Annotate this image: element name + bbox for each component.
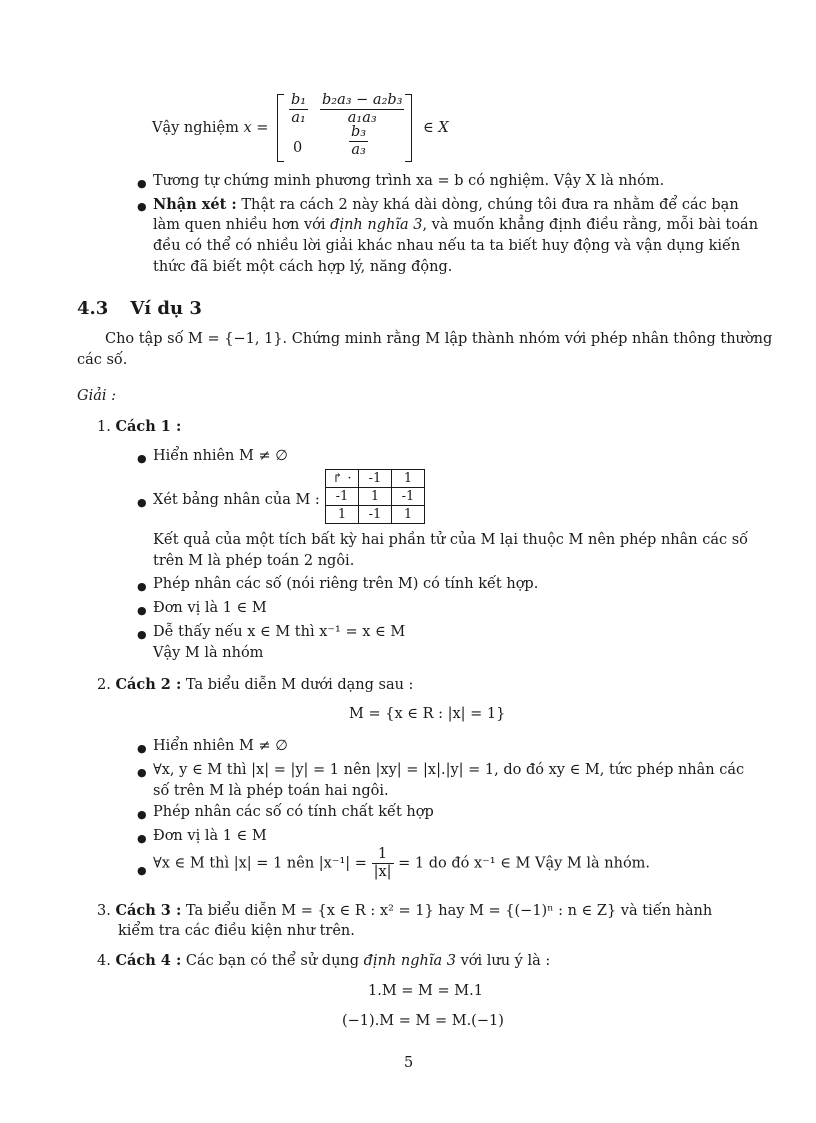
method-3-line-2: kiểm tra các điều kiện như trên. (118, 923, 355, 939)
method-1-heading: 1. Cách 1 : (97, 418, 182, 435)
table-row (326, 488, 425, 506)
solution-heading: Giải : (77, 388, 116, 404)
bullet-icon: ● (137, 742, 147, 755)
bullet-icon: ● (137, 628, 147, 641)
matrix-cell-21: 0 (293, 140, 303, 156)
remark-line-4: thức đã biết một cách hợp lý, năng động. (153, 259, 453, 275)
table-cell: 1 (392, 470, 425, 488)
method-1-k1: Kết quả của một tích bất kỳ hai phần tử của M lại thuộc M nên phép nhân các số (153, 532, 749, 548)
matrix-right-bracket (405, 94, 412, 162)
bullet-icon: ● (137, 177, 147, 190)
bullet-icon: ● (137, 580, 147, 593)
table-row (326, 470, 425, 488)
matrix-cell-22: $\frac{\text{b₃}}{\text{a₃}}$ (351, 124, 367, 158)
solution-label: Vậy nghiệm x = (152, 120, 269, 136)
problem-line-2: các số. (77, 352, 128, 368)
method-2-b2b: số trên M là phép toán hai ngôi. (153, 783, 389, 799)
method-1-b5: Dễ thấy nếu x ∈ M thì x⁻¹ = x ∈ M (153, 624, 406, 640)
bullet-icon: ● (137, 452, 147, 465)
method-1-b5b: Vậy M là nhóm (153, 645, 264, 661)
table-cell: 1 (392, 506, 425, 524)
method-3-heading: 3. Cách 3 : Ta biểu diễn M = {x ∈ R : x² = 1} hay M = {(−1)ⁿ : n ∈ Z} và tiến hành (97, 902, 713, 919)
method-4-formula-2: (−1).M = M = M.(−1) (342, 1013, 504, 1029)
bullet-icon: ● (137, 496, 147, 509)
remark-line-1: Nhận xét : Thật ra cách 2 này khá dài dòng, chúng tôi đưa ra nhằm để các bạn (153, 196, 739, 213)
matrix-cell-12: $\frac{\text{b₂a₃ − a₂b₃}}{\text{a₁a₃}}$ (322, 92, 403, 126)
method-1-b1: Hiển nhiên M ≠ ∅ (153, 448, 288, 464)
bullet-icon: ● (137, 832, 147, 845)
method-2-formula: M = {x ∈ R : |x| = 1} (349, 706, 506, 722)
bullet-icon: ● (137, 766, 147, 779)
table-cell: -1 (359, 506, 392, 524)
bullet-icon: ● (137, 808, 147, 821)
page-number: 5 (404, 1055, 414, 1071)
method-1-k2: trên M là phép toán 2 ngôi. (153, 553, 355, 569)
problem-line-1: Cho tập số M = {−1, 1}. Chứng minh rằng M lập thành nhóm với phép nhân thông thường (105, 331, 773, 347)
bullet-icon: ● (137, 604, 147, 617)
method-4-heading: 4. Cách 4 : Các bạn có thể sử dụng định nghĩa 3 với lưu ý là : (97, 952, 551, 969)
matrix-cell-11: $\frac{\text{b₁}}{\text{a₁}}$ (291, 92, 307, 126)
bullet-text: Tương tự chứng minh phương trình xa = b có nghiệm. Vậy X là nhóm. (153, 173, 665, 189)
table-cell: 1 (326, 506, 359, 524)
matrix-left-bracket (277, 94, 284, 162)
multiplication-table (325, 469, 425, 524)
table-cell: -1 (359, 470, 392, 488)
method-2-b3: Phép nhân các số có tính chất kết hợp (153, 804, 434, 820)
method-1-b2: Xét bảng nhân của M : (153, 492, 320, 508)
method-2-b5: ∀x ∈ M thì |x| = 1 nên |x⁻¹| = $\frac{1}{|x|}$ = 1 do đó x⁻¹ ∈ M Vậy M là nhóm. (153, 846, 651, 880)
method-1-b3: Phép nhân các số (nói riêng trên M) có tính kết hợp. (153, 576, 539, 592)
bullet-icon: ● (137, 864, 147, 877)
in-X: ∈ X (423, 120, 449, 136)
remark-line-2: làm quen nhiều hơn với định nghĩa 3, và muốn khẳng định điều rằng, mỗi bài toán (153, 217, 759, 233)
method-2-b4: Đơn vị là 1 ∈ M (153, 828, 267, 844)
table-cell: 1 (359, 488, 392, 506)
table-cell: -1 (326, 488, 359, 506)
method-2-b2a: ∀x, y ∈ M thì |x| = |y| = 1 nên |xy| = |x|.|y| = 1, do đó xy ∈ M, tức phép nhân các (153, 762, 745, 778)
method-1-b4: Đơn vị là 1 ∈ M (153, 600, 267, 616)
table-row (326, 506, 425, 524)
method-2-heading: 2. Cách 2 : Ta biểu diễn M dưới dạng sau : (97, 676, 414, 693)
method-2-b1: Hiển nhiên M ≠ ∅ (153, 738, 288, 754)
bullet-icon: ● (137, 200, 147, 213)
table-cell: ↱ · (326, 470, 359, 488)
remark-line-3: đều có thể có nhiều lời giải khác nhau nếu ta ta biết huy động và vận dụng kiến (153, 238, 741, 254)
section-heading: 4.3 Ví dụ 3 (77, 298, 202, 319)
table-cell: -1 (392, 488, 425, 506)
method-4-formula-1: 1.M = M = M.1 (368, 983, 483, 999)
